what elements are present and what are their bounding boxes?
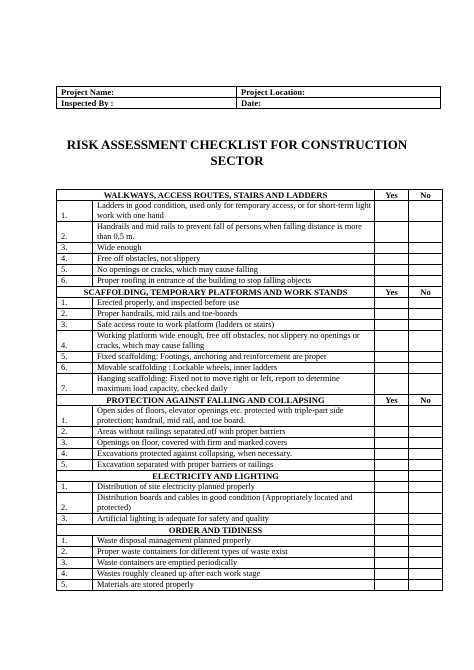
item-text: Safe access route to work platform (ladders or stairs) [93,320,375,331]
item-text: Hanging scaffolding: Fixed not to move right or left, report to determine maximum load capacity, checked daily [93,374,375,395]
checklist-item-row [57,201,443,222]
item-number: 2. [57,427,93,438]
no-column-header: No [409,287,443,298]
project-name-field[interactable]: Project Name: [57,87,237,98]
item-text: Excavations protected against collapsing, when necessary. [93,449,375,460]
checklist-body [57,190,443,591]
section-title: ELECTRICITY AND LIGHTING [57,471,375,482]
checklist-item-row [57,363,443,374]
checklist-item-row [57,320,443,331]
checklist-item-row [57,580,443,591]
project-location-field[interactable]: Project Location: [237,87,441,98]
item-text: Proper handrails, mid rails and toe-boards [93,309,375,320]
no-checkbox-cell[interactable] [409,254,443,265]
item-text: Waste containers are emptied periodically [93,558,375,569]
no-column-header: No [409,190,443,201]
yes-checkbox-cell[interactable] [375,558,409,569]
no-checkbox-cell[interactable] [409,276,443,287]
section-header-row [57,395,443,406]
section-title: ORDER AND TIDINESS [57,525,375,536]
yes-column-header [375,471,409,482]
yes-checkbox-cell[interactable] [375,265,409,276]
no-checkbox-cell[interactable] [409,449,443,460]
item-text: Materials are stored properly [93,580,375,591]
project-info-table [56,86,441,109]
item-text: Wastes roughly cleaned up after each work stage [93,569,375,580]
checklist-item-row [57,352,443,363]
item-number: 5. [57,580,93,591]
yes-checkbox-cell[interactable] [375,243,409,254]
yes-checkbox-cell[interactable] [375,331,409,352]
checklist-item-row [57,243,443,254]
checklist-item-row [57,331,443,352]
item-number: 2. [57,493,93,514]
no-checkbox-cell[interactable] [409,569,443,580]
item-text: Working platform wide enough, free off obstacles, not slippery no openings or cracks, which may cause falling [93,331,375,352]
item-number: 3. [57,243,93,254]
no-checkbox-cell[interactable] [409,547,443,558]
section-title: WALKWAYS, ACCESS ROUTES, STAIRS AND LADDERS [57,190,375,201]
inspected-by-field[interactable]: Inspected By : [57,98,237,109]
checklist-table [56,189,443,591]
item-text: Distribution boards and cables in good condition (Appropriately located and protected) [93,493,375,514]
item-number: 1. [57,536,93,547]
item-number: 4. [57,254,93,265]
no-checkbox-cell[interactable] [409,320,443,331]
item-text: Openings on floor, covered with firm and marked covers [93,438,375,449]
yes-checkbox-cell[interactable] [375,569,409,580]
section-header-row [57,190,443,201]
section-title: SCAFFOLDING, TEMPORARY PLATFORMS AND WORK STANDS [57,287,375,298]
no-checkbox-cell[interactable] [409,298,443,309]
checklist-item-row [57,276,443,287]
section-header-row [57,525,443,536]
yes-checkbox-cell[interactable] [375,363,409,374]
item-text: Open sides of floors, elevator openings etc. protected with triple-part side protection; handrail, mid rail, and toe board. [93,406,375,427]
no-column-header [409,471,443,482]
no-checkbox-cell[interactable] [409,352,443,363]
yes-checkbox-cell[interactable] [375,427,409,438]
section-header-row [57,471,443,482]
no-checkbox-cell[interactable] [409,438,443,449]
no-checkbox-cell[interactable] [409,243,443,254]
yes-column-header: Yes [375,395,409,406]
yes-checkbox-cell[interactable] [375,374,409,395]
checklist-item-row [57,569,443,580]
item-number: 6. [57,363,93,374]
no-checkbox-cell[interactable] [409,514,443,525]
checklist-item-row [57,449,443,460]
checklist-item-row [57,254,443,265]
yes-column-header: Yes [375,287,409,298]
item-number: 5. [57,352,93,363]
yes-checkbox-cell[interactable] [375,493,409,514]
section-header-row [57,287,443,298]
item-number: 1. [57,201,93,222]
yes-checkbox-cell[interactable] [375,482,409,493]
checklist-item-row [57,309,443,320]
no-checkbox-cell[interactable] [409,493,443,514]
item-text: Waste disposal management planned properly [93,536,375,547]
no-checkbox-cell[interactable] [409,427,443,438]
yes-column-header [375,525,409,536]
no-column-header [409,525,443,536]
no-checkbox-cell[interactable] [409,222,443,243]
item-number: 4. [57,569,93,580]
yes-checkbox-cell[interactable] [375,460,409,471]
item-text: Proper roofing in entrance of the building to stop falling objects [93,276,375,287]
yes-checkbox-cell[interactable] [375,514,409,525]
yes-checkbox-cell[interactable] [375,309,409,320]
checklist-item-row [57,374,443,395]
item-text: Distribution of site electricity planned properly [93,482,375,493]
item-number: 5. [57,265,93,276]
yes-checkbox-cell[interactable] [375,298,409,309]
no-column-header: No [409,395,443,406]
item-text: Fixed scaffolding: Footings, anchoring and reinforcement are proper [93,352,375,363]
checklist-item-row [57,460,443,471]
item-text: Wide enough [93,243,375,254]
item-number: 3. [57,514,93,525]
item-text: Areas without railings separated off with proper barriers [93,427,375,438]
item-number: 4. [57,449,93,460]
checklist-item-row [57,438,443,449]
no-checkbox-cell[interactable] [409,558,443,569]
no-checkbox-cell[interactable] [409,406,443,427]
no-checkbox-cell[interactable] [409,363,443,374]
item-number: 3. [57,320,93,331]
item-number: 1. [57,298,93,309]
no-checkbox-cell[interactable] [409,201,443,222]
item-number: 2. [57,222,93,243]
no-checkbox-cell[interactable] [409,309,443,320]
checklist-item-row [57,265,443,276]
item-number: 3. [57,558,93,569]
no-checkbox-cell[interactable] [409,374,443,395]
yes-checkbox-cell[interactable] [375,222,409,243]
checklist-item-row [57,547,443,558]
checklist-item-row [57,493,443,514]
yes-checkbox-cell[interactable] [375,201,409,222]
checklist-item-row [57,222,443,243]
yes-checkbox-cell[interactable] [375,449,409,460]
no-checkbox-cell[interactable] [409,265,443,276]
checklist-item-row [57,427,443,438]
yes-checkbox-cell[interactable] [375,580,409,591]
item-text: Proper waste containers for different types of waste exist [93,547,375,558]
yes-checkbox-cell[interactable] [375,547,409,558]
item-text: Handrails and mid rails to prevent fall of persons when falling distance is more than 0,5 m. [93,222,375,243]
yes-checkbox-cell[interactable] [375,352,409,363]
item-number: 2. [57,309,93,320]
checklist-item-row [57,482,443,493]
item-number: 1. [57,482,93,493]
no-checkbox-cell[interactable] [409,460,443,471]
item-text: Movable scaffolding : Lockable wheels, inner ladders [93,363,375,374]
item-text: Free off obstacles, not slippery [93,254,375,265]
item-number: 5. [57,460,93,471]
checklist-item-row [57,536,443,547]
item-number: 1. [57,406,93,427]
item-number: 2. [57,547,93,558]
item-number: 4. [57,331,93,352]
no-checkbox-cell[interactable] [409,580,443,591]
date-field[interactable]: Date: [237,98,441,109]
checklist-item-row [57,406,443,427]
yes-checkbox-cell[interactable] [375,406,409,427]
yes-checkbox-cell[interactable] [375,254,409,265]
item-text: Erected properly, and inspected before use [93,298,375,309]
no-checkbox-cell[interactable] [409,482,443,493]
item-text: Ladders in good condition, used only for temporary access, or for short-term light work with one hand [93,201,375,222]
item-number: 7. [57,374,93,395]
yes-checkbox-cell[interactable] [375,320,409,331]
checklist-item-row [57,298,443,309]
checklist-item-row [57,514,443,525]
checklist-item-row [57,558,443,569]
no-checkbox-cell[interactable] [409,331,443,352]
page-title: RISK ASSESSMENT CHECKLIST FOR CONSTRUCTION SECTOR [66,137,408,168]
yes-column-header: Yes [375,190,409,201]
item-text: Artificial lighting is adequate for safety and quality [93,514,375,525]
yes-checkbox-cell[interactable] [375,276,409,287]
item-text: No openings or cracks, which may cause falling [93,265,375,276]
section-title: PROTECTION AGAINST FALLING AND COLLAPSING [57,395,375,406]
item-number: 3. [57,438,93,449]
yes-checkbox-cell[interactable] [375,438,409,449]
yes-checkbox-cell[interactable] [375,536,409,547]
no-checkbox-cell[interactable] [409,536,443,547]
item-number: 6. [57,276,93,287]
item-text: Excavation separated with proper barriers or railings [93,460,375,471]
